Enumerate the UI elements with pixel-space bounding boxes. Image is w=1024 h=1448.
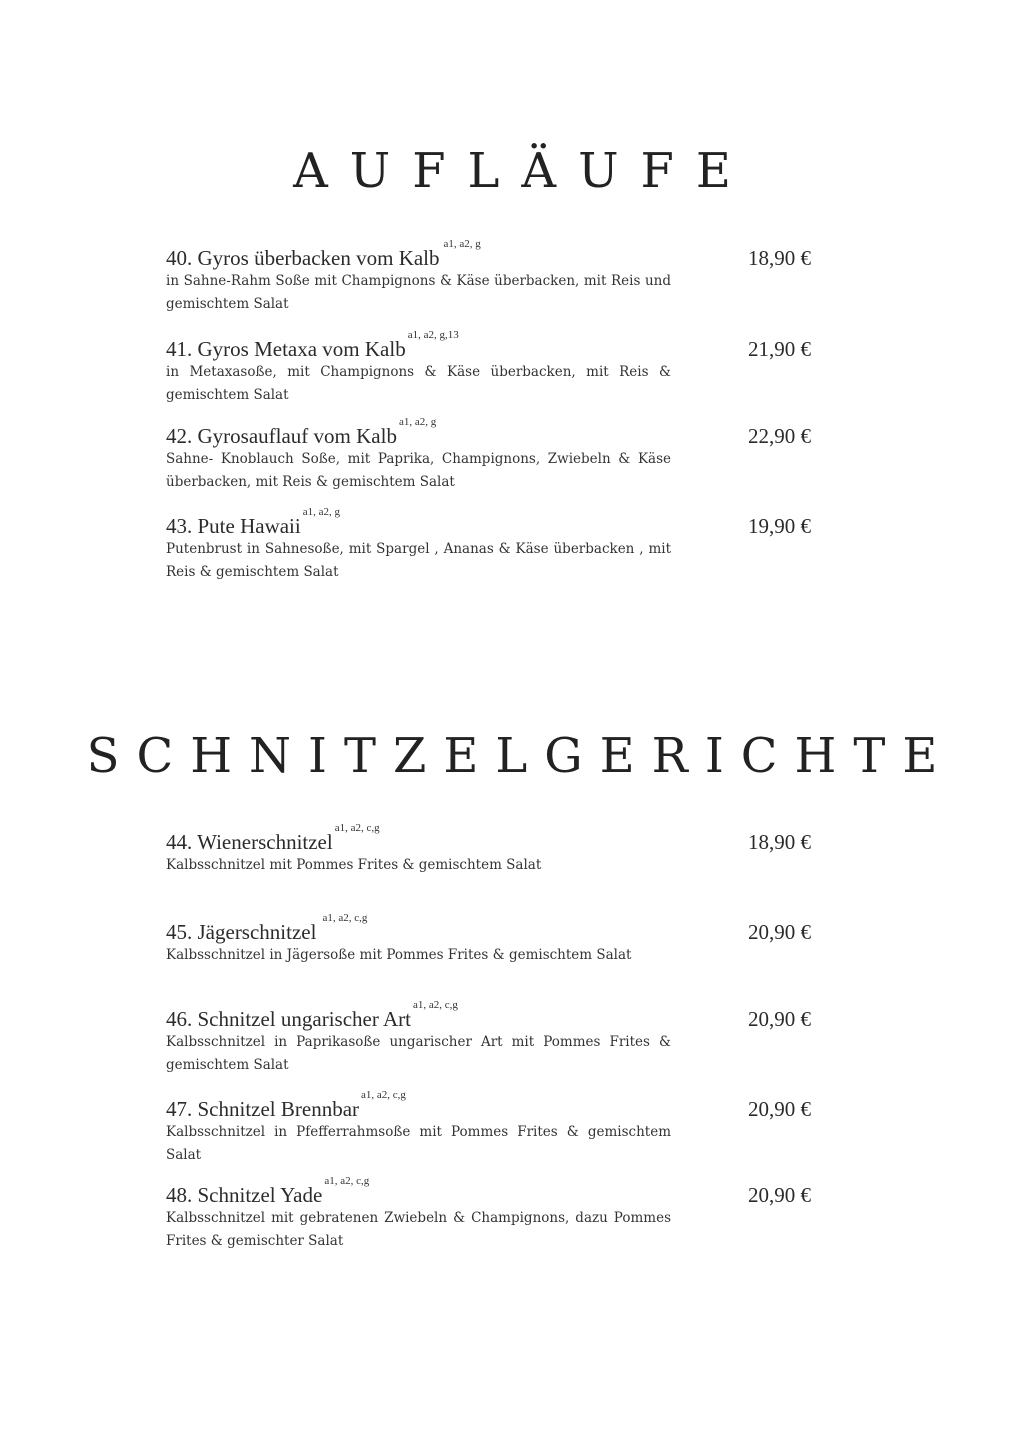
item-price: 19,90 € — [748, 514, 811, 538]
menu-item-44 — [166, 822, 826, 877]
item-title: 43. Pute Hawaii a1, a2, g — [166, 514, 301, 538]
item-title: 40. Gyros überbacken vom Kalb a1, a2, g — [166, 246, 440, 270]
menu-item-40 — [166, 238, 826, 316]
item-title: 47. Schnitzel Brennbar a1, a2, c,g — [166, 1097, 359, 1121]
section-heading-schnitzelgerichte: SCHNITZELGERICHTE — [86, 728, 955, 784]
menu-item-42 — [166, 416, 826, 494]
menu-item-46 — [166, 999, 826, 1077]
item-price: 20,90 € — [748, 1007, 811, 1031]
allergen-codes: a1, a2, g — [302, 506, 340, 518]
item-price: 20,90 € — [748, 1183, 811, 1207]
item-price: 20,90 € — [748, 1097, 811, 1121]
menu-item-45 — [166, 912, 826, 967]
item-title: 41. Gyros Metaxa vom Kalb a1, a2, g,13 — [166, 337, 406, 361]
item-description: Kalbsschnitzel in Jägersoße mit Pommes Frites & gemischtem Salat — [166, 947, 632, 963]
allergen-codes: a1, a2, g,13 — [407, 329, 459, 341]
item-price: 18,90 € — [748, 830, 811, 854]
section-heading-auflaeufe: AUFLÄUFE — [293, 143, 753, 199]
item-title: 45. Jägerschnitzel a1, a2, c,g — [166, 920, 316, 944]
item-description: Kalbsschnitzel mit Pommes Frites & gemischtem Salat — [166, 857, 542, 873]
allergen-codes: a1, a2, c,g — [334, 822, 380, 834]
item-title: 44. Wienerschnitzel a1, a2, c,g — [166, 830, 333, 854]
menu-item-48 — [166, 1175, 826, 1253]
item-description: Kalbsschnitzel in Pfefferrahmsoße mit Pommes Frites & gemischtem Salat — [166, 1124, 671, 1163]
allergen-codes: a1, a2, c,g — [361, 1089, 406, 1101]
menu-item-41 — [166, 329, 826, 407]
item-price: 21,90 € — [748, 337, 811, 361]
allergen-codes: a1, a2, g — [398, 416, 437, 428]
item-price: 18,90 € — [748, 246, 811, 270]
allergen-codes: a1, a2, g — [443, 238, 481, 250]
item-price: 20,90 € — [748, 920, 811, 944]
item-description: Kalbsschnitzel in Paprikasoße ungarischer Art mit Pommes Frites & gemischtem Salat — [166, 1034, 671, 1073]
item-description: in Metaxasoße, mit Champignons & Käse überbacken, mit Reis & gemischtem Salat — [166, 364, 671, 403]
item-description: Kalbsschnitzel mit gebratenen Zwiebeln & Champignons, dazu Pommes Frites & gemischter Salat — [166, 1210, 671, 1249]
item-title: 46. Schnitzel ungarischer Art a1, a2, c,g — [166, 1007, 411, 1031]
item-price: 22,90 € — [748, 424, 811, 448]
item-description: in Sahne-Rahm Soße mit Champignons & Käse überbacken, mit Reis und gemischtem Salat — [166, 273, 671, 312]
item-description: Sahne- Knoblauch Soße, mit Paprika, Champignons, Zwiebeln & Käse überbacken, mit Reis & gemischtem Salat — [166, 451, 671, 490]
item-title: 48. Schnitzel Yade a1, a2, c,g — [166, 1183, 322, 1207]
menu-item-47 — [166, 1089, 826, 1167]
allergen-codes: a1, a2, c,g — [322, 912, 368, 924]
menu-item-43 — [166, 506, 826, 584]
item-title: 42. Gyrosauflauf vom Kalb a1, a2, g — [166, 424, 397, 448]
allergen-codes: a1, a2, c,g — [412, 999, 458, 1011]
item-description: Putenbrust in Sahnesoße, mit Spargel , Ananas & Käse überbacken , mit Reis & gemischtem Salat — [166, 541, 671, 580]
allergen-codes: a1, a2, c,g — [324, 1175, 370, 1187]
